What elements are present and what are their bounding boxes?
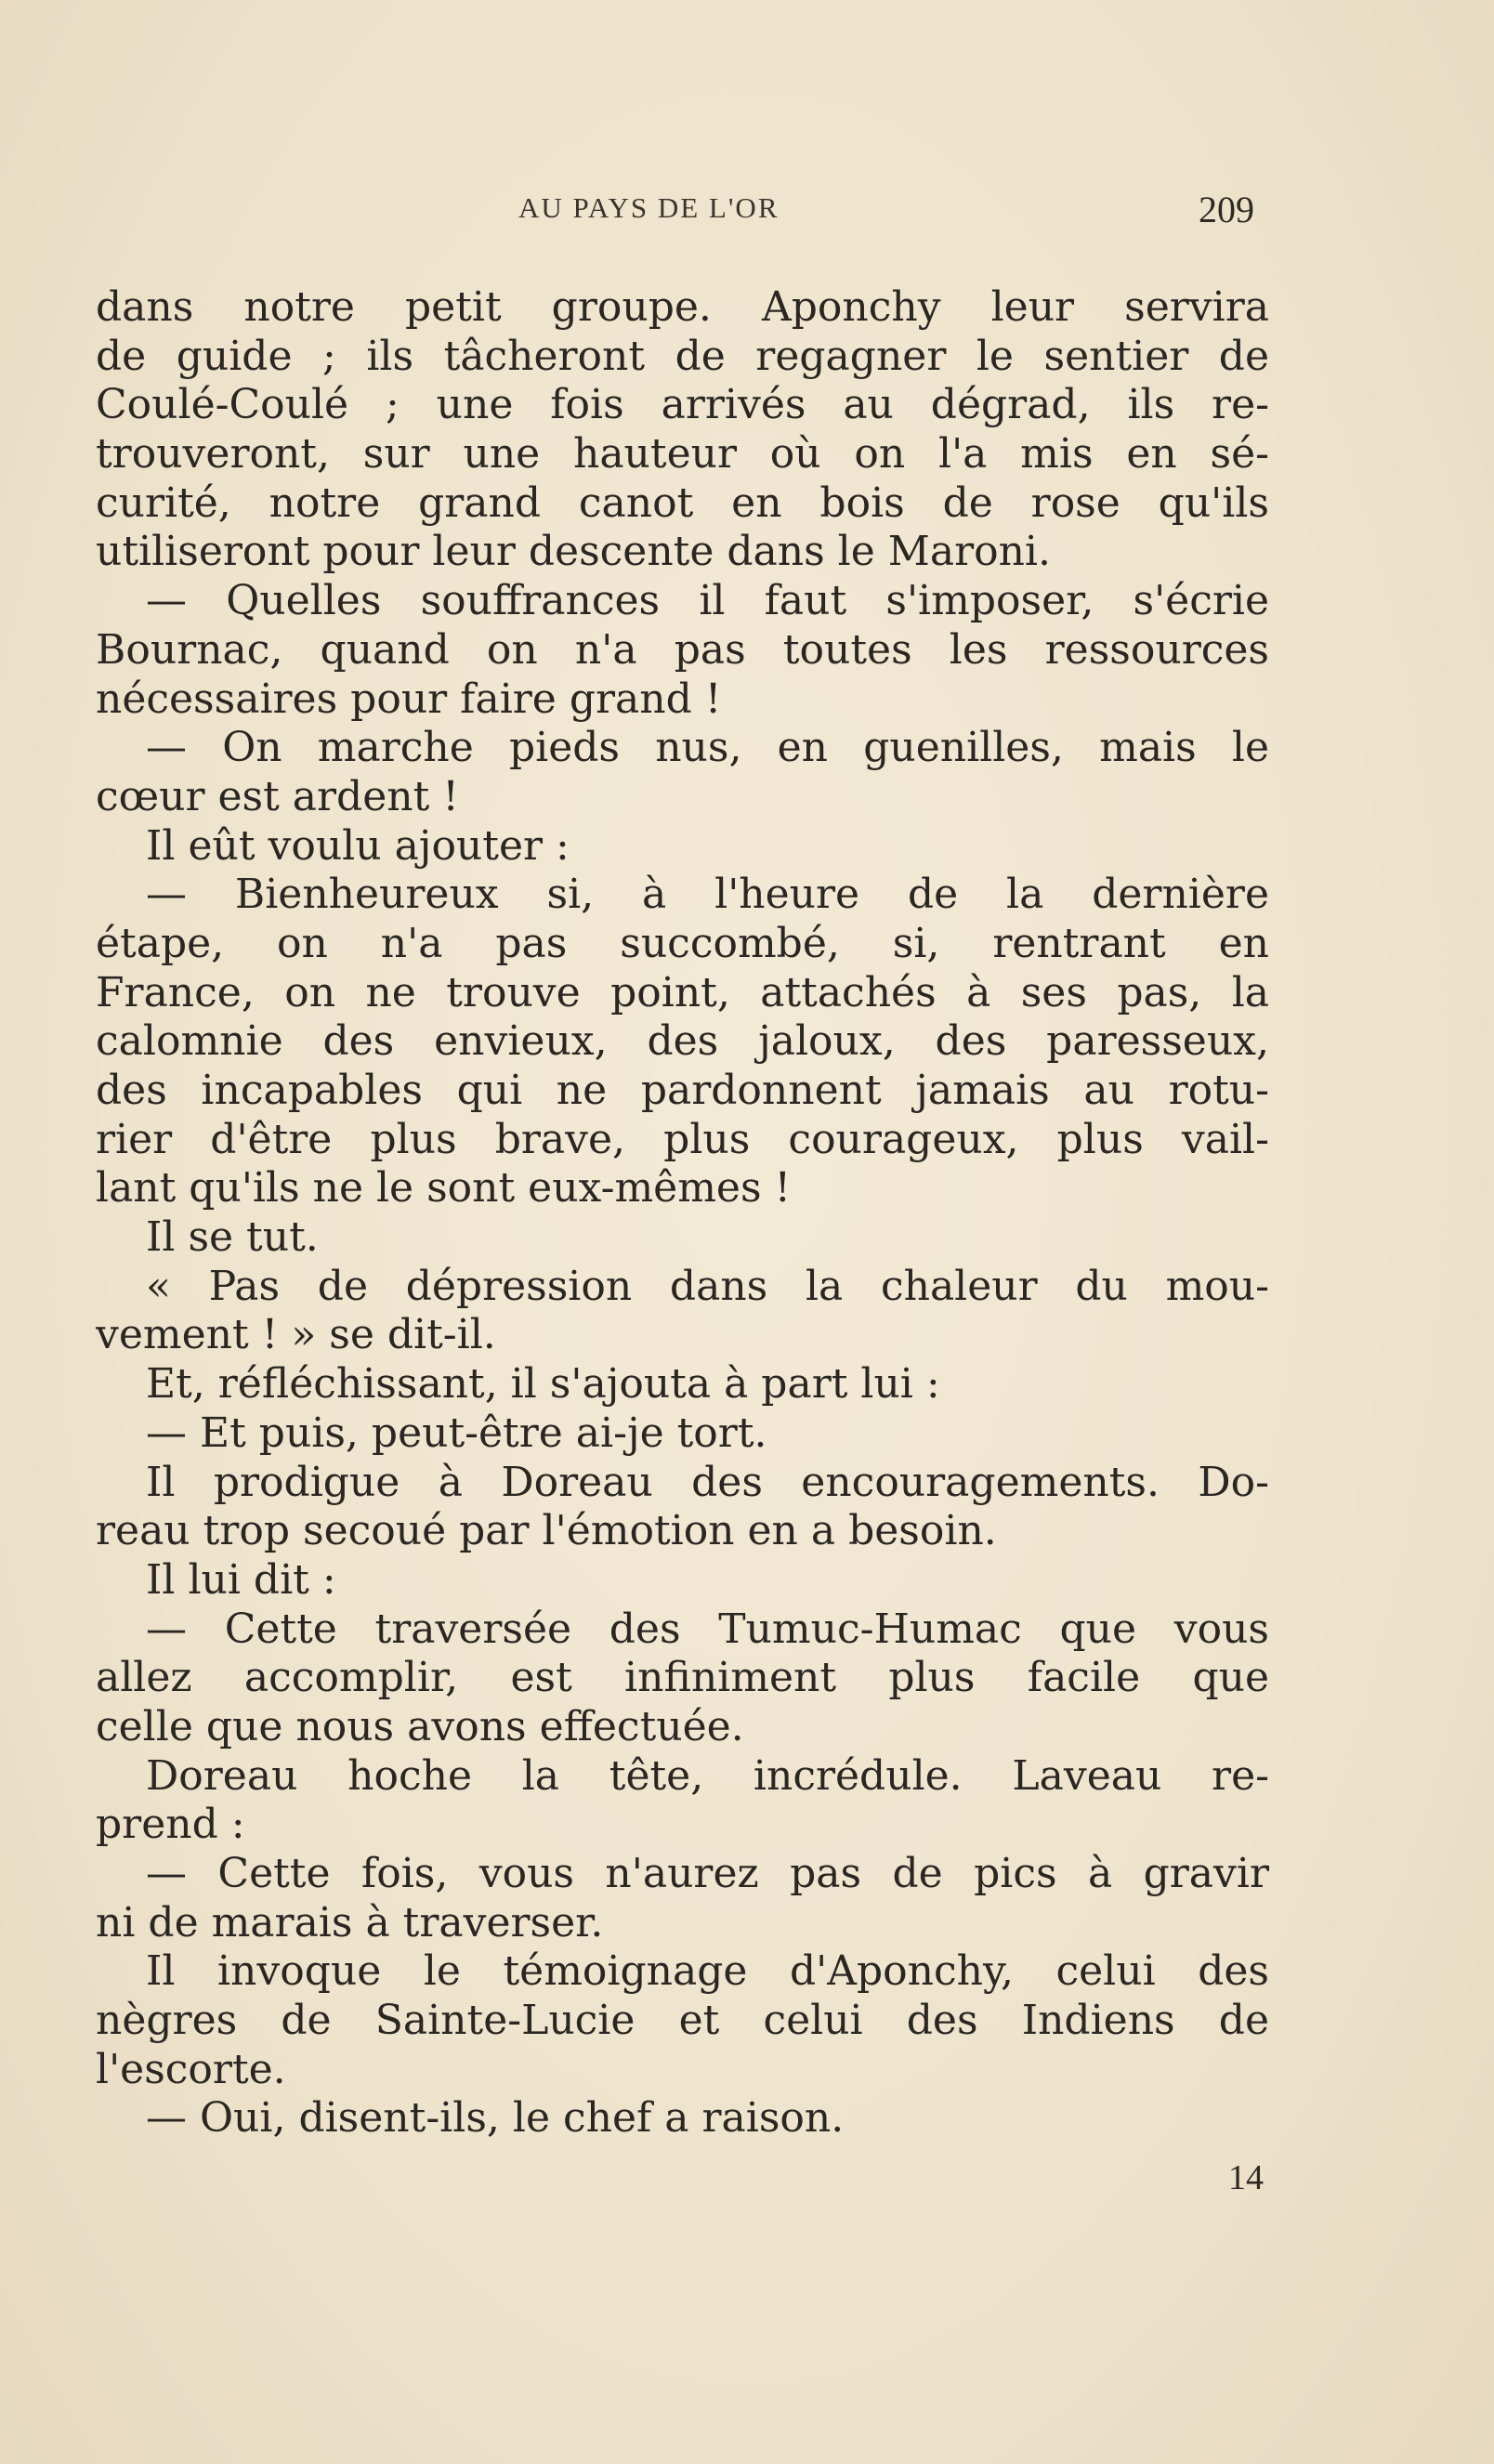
text-line: Il prodigue à Doreau des encouragements. Do- [146,1458,1269,1506]
text-line: — Cette traversée des Tumuc-Humac que vous [146,1605,1269,1653]
text-line: ni de marais à traverser. [96,1898,604,1946]
text-line: Et, réfléchissant, il s'ajouta à part lui : [146,1360,940,1409]
text-line: allez accomplir, est infiniment plus facile que [96,1654,1269,1702]
text-line: vement ! » se dit-il. [96,1311,496,1359]
text-line: trouveront, sur une hauteur où on l'a mis en sé- [96,430,1269,478]
text-line: prend : [96,1801,245,1849]
text-line: — Et puis, peut-être ai-je tort. [146,1409,767,1457]
text-line: celle que nous avons effectuée. [96,1702,744,1750]
text-line: utiliseront pour leur descente dans le Maroni. [96,528,1051,576]
text-line: — Quelles souffrances il faut s'imposer, s'écrie [146,577,1269,625]
text-line: des incapables qui ne pardonnent jamais au rotu- [96,1067,1269,1114]
text-line: — Bienheureux si, à l'heure de la dernière [146,871,1269,919]
text-line: Doreau hoche la tête, incrédule. Laveau re- [146,1751,1269,1800]
text-line: Il eût voulu ajouter : [146,821,570,870]
page-number: 209 [1199,189,1254,230]
text-line: lant qu'ils ne le sont eux-mêmes ! [96,1164,792,1212]
text-line: curité, notre grand canot en bois de rose qu'ils [96,478,1269,527]
text-line: nègres de Sainte-Lucie et celui des Indiens de [96,1997,1269,2045]
text-line: Il se tut. [146,1213,319,1262]
body-text [96,283,1269,2143]
text-line: cœur est ardent ! [96,772,459,820]
text-line: étape, on n'a pas succombé, si, rentrant en [96,919,1269,967]
text-line: France, on ne trouve point, attachés à ses pas, la [96,968,1269,1016]
running-title: AU PAYS DE L'OR [518,191,780,224]
signature-mark: 14 [1228,2158,1264,2197]
text-line: Coulé-Coulé ; une fois arrivés au dégrad, ils re- [96,381,1269,429]
text-line: « Pas de dépression dans la chaleur du mou- [146,1262,1269,1310]
running-head [0,191,1494,238]
text-line: dans notre petit groupe. Aponchy leur servira [96,283,1269,331]
text-line: rier d'être plus brave, plus courageux, plus vail- [96,1115,1269,1163]
text-line: l'escorte. [96,2045,286,2093]
text-line: calomnie des envieux, des jaloux, des paresseux, [96,1017,1269,1066]
text-line: — On marche pieds nus, en guenilles, mais le [146,724,1269,772]
text-line: nécessaires pour faire grand ! [96,675,722,723]
text-line: de guide ; ils tâcheront de regagner le sentier de [96,332,1269,380]
text-line: Bournac, quand on n'a pas toutes les ressources [96,625,1269,674]
text-line: Il invoque le témoignage d'Aponchy, celui des [146,1947,1269,1996]
text-line: — Oui, disent-ils, le chef a raison. [146,2094,845,2143]
text-line: reau trop secoué par l'émotion en a besoin. [96,1507,997,1555]
text-line: — Cette fois, vous n'aurez pas de pics à gravir [146,1850,1269,1897]
text-line: Il lui dit : [146,1555,336,1604]
